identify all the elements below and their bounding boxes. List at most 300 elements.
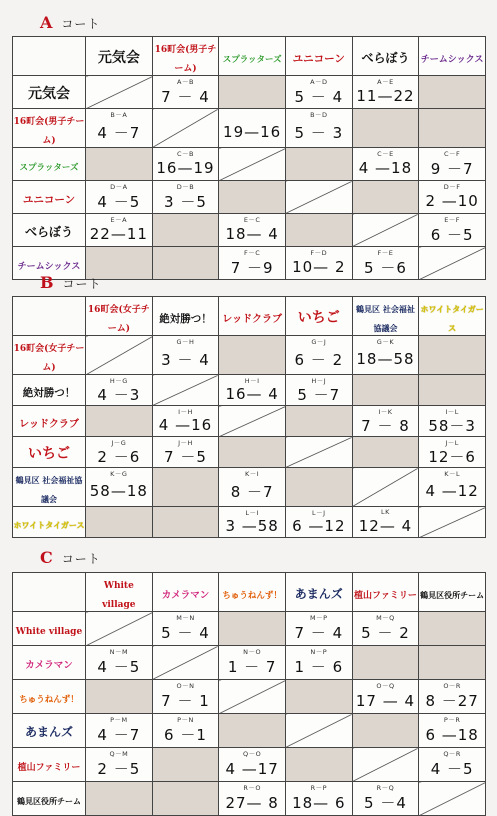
match-score: 12— 4 bbox=[358, 517, 413, 535]
empty-cell bbox=[219, 437, 286, 468]
score-cell bbox=[86, 109, 153, 148]
team-name: ホワイトタイガース bbox=[13, 520, 85, 530]
score-cell bbox=[86, 214, 153, 247]
empty-cell bbox=[86, 406, 153, 437]
team-name: ホワイトタイガース bbox=[420, 305, 484, 333]
score-cell bbox=[285, 336, 352, 375]
match-code: LK bbox=[381, 508, 390, 516]
score-cell bbox=[419, 680, 486, 714]
match-score: 3 —58 bbox=[225, 517, 279, 535]
match-score: 22—11 bbox=[89, 225, 148, 243]
match-code: R－P bbox=[310, 784, 328, 792]
match-code: N－M bbox=[109, 648, 129, 656]
row-header bbox=[13, 680, 86, 714]
empty-cell bbox=[86, 680, 153, 714]
team-name: ちゅうねんず！ bbox=[19, 695, 79, 705]
self-match-cell bbox=[219, 148, 286, 181]
match-score: 7 － 1 bbox=[161, 692, 210, 710]
score-cell bbox=[86, 181, 153, 214]
team-name: 植山ファミリー bbox=[17, 763, 81, 773]
team-name: 鶴見区役所チーム bbox=[420, 589, 485, 600]
match-score: 2 －5 bbox=[97, 760, 141, 778]
match-score: 7 －5 bbox=[164, 447, 207, 466]
team-name: 16町会(女子チーム) bbox=[13, 344, 85, 373]
match-code: C－E bbox=[377, 150, 394, 158]
score-cell bbox=[419, 148, 486, 181]
match-code: A－E bbox=[377, 78, 394, 86]
match-score: 11—22 bbox=[356, 87, 415, 105]
score-cell bbox=[152, 148, 219, 181]
score-cell bbox=[352, 507, 419, 538]
match-score: 18— 6 bbox=[292, 793, 346, 812]
match-code: P－R bbox=[443, 716, 461, 724]
score-cell bbox=[152, 181, 219, 214]
empty-cell bbox=[86, 782, 153, 816]
team-name: チームシックス bbox=[17, 261, 81, 272]
match-score: 7 －9 bbox=[230, 258, 274, 277]
empty-cell bbox=[352, 646, 419, 680]
match-score: 5 － 2 bbox=[361, 624, 410, 642]
score-cell bbox=[352, 782, 419, 816]
match-score: 4 —18 bbox=[358, 159, 413, 177]
court-c-table bbox=[12, 572, 486, 816]
corner-cell bbox=[13, 297, 86, 336]
match-code: H－G bbox=[109, 377, 128, 385]
self-match-cell bbox=[285, 181, 352, 214]
match-code: A－D bbox=[310, 78, 328, 86]
self-match-cell bbox=[419, 782, 486, 816]
self-match-cell bbox=[86, 612, 153, 646]
court-a-table bbox=[12, 36, 486, 280]
match-score: 6 —18 bbox=[425, 725, 479, 744]
score-cell bbox=[419, 181, 486, 214]
match-code: D－A bbox=[110, 183, 128, 191]
empty-cell bbox=[152, 782, 219, 816]
team-name: 元気会 bbox=[28, 85, 70, 102]
row-header bbox=[13, 612, 86, 646]
match-code: I－H bbox=[178, 408, 193, 416]
team-name: カメラマン bbox=[25, 660, 73, 671]
team-name: ちゅうねんず！ bbox=[222, 590, 282, 601]
empty-cell bbox=[352, 375, 419, 406]
row-header bbox=[13, 375, 86, 406]
match-score: 6 －5 bbox=[430, 225, 474, 244]
match-code: M－Q bbox=[376, 614, 395, 622]
empty-cell bbox=[219, 336, 286, 375]
match-score: 5 － 4 bbox=[294, 87, 344, 106]
score-cell bbox=[352, 612, 419, 646]
match-score: 7 － 8 bbox=[361, 416, 410, 435]
match-score: 2 －6 bbox=[97, 447, 141, 466]
empty-cell bbox=[219, 714, 286, 748]
match-score: 9 －7 bbox=[430, 159, 474, 178]
team-name: カメラマン bbox=[161, 589, 210, 601]
row-header bbox=[13, 748, 86, 782]
match-code: M－N bbox=[176, 614, 195, 622]
match-code: L－I bbox=[245, 509, 259, 517]
match-code: G－H bbox=[176, 338, 195, 346]
match-code: I－K bbox=[378, 408, 393, 416]
self-match-cell bbox=[285, 437, 352, 468]
col-header bbox=[219, 297, 286, 336]
score-cell bbox=[219, 468, 286, 507]
score-cell bbox=[219, 214, 286, 247]
score-cell bbox=[352, 76, 419, 109]
col-header bbox=[219, 37, 286, 76]
score-cell bbox=[419, 748, 486, 782]
row-header bbox=[13, 76, 86, 109]
score-cell bbox=[219, 646, 286, 680]
self-match-cell bbox=[352, 748, 419, 782]
score-cell bbox=[152, 437, 219, 468]
team-name: べらぼう bbox=[361, 50, 410, 65]
match-score: 7 － 4 bbox=[161, 87, 210, 106]
team-name: あまんズ bbox=[24, 725, 73, 739]
match-code: O－R bbox=[443, 682, 461, 690]
match-score: 6 － 2 bbox=[294, 350, 344, 369]
score-cell bbox=[419, 468, 486, 507]
empty-cell bbox=[152, 507, 219, 538]
team-name: レッドクラブ bbox=[222, 313, 282, 325]
team-name: 植山ファミリー bbox=[354, 590, 417, 601]
team-name: べらぼう bbox=[24, 224, 73, 239]
score-cell bbox=[285, 109, 352, 148]
court-c-word: コート bbox=[61, 552, 101, 566]
match-score: 1 － 6 bbox=[294, 658, 344, 676]
score-cell bbox=[352, 680, 419, 714]
col-header bbox=[419, 573, 486, 612]
team-name: チームシックス bbox=[420, 54, 484, 65]
match-score: 10— 2 bbox=[292, 258, 346, 276]
row-header bbox=[13, 181, 86, 214]
self-match-cell bbox=[219, 680, 286, 714]
empty-cell bbox=[352, 109, 419, 148]
match-code: H－I bbox=[244, 377, 260, 385]
match-code: K－G bbox=[110, 470, 128, 478]
match-score: 16—19 bbox=[156, 159, 215, 177]
team-name: 鶴見区 社会福祉協議会 bbox=[15, 476, 83, 504]
score-cell bbox=[86, 714, 153, 748]
team-name: 16町会(男子チーム) bbox=[13, 117, 85, 146]
match-score: 2 —10 bbox=[425, 192, 479, 210]
match-code: Q－O bbox=[243, 750, 262, 758]
score-cell bbox=[152, 406, 219, 437]
score-cell bbox=[285, 247, 352, 280]
match-score: 18—58 bbox=[356, 350, 415, 368]
match-score: 4 －5 bbox=[97, 658, 141, 676]
match-code: E－C bbox=[243, 216, 261, 224]
empty-cell bbox=[352, 437, 419, 468]
score-cell bbox=[419, 437, 486, 468]
match-score: 3 －5 bbox=[164, 192, 207, 211]
self-match-cell bbox=[352, 468, 419, 507]
match-code: C－F bbox=[444, 150, 461, 158]
match-score: 5 －4 bbox=[364, 794, 407, 812]
match-score: 5 － 4 bbox=[161, 624, 210, 642]
match-score: 4 —16 bbox=[158, 416, 213, 434]
match-score: 4 －5 bbox=[97, 192, 141, 211]
match-code: N－P bbox=[310, 648, 328, 656]
self-match-cell bbox=[352, 214, 419, 247]
score-cell bbox=[86, 437, 153, 468]
score-cell bbox=[86, 468, 153, 507]
match-score: 18— 4 bbox=[225, 225, 279, 243]
court-b-letter: B bbox=[40, 273, 55, 292]
score-cell bbox=[86, 646, 153, 680]
match-code: L－J bbox=[312, 509, 326, 517]
match-code: J－G bbox=[111, 439, 127, 447]
score-cell bbox=[352, 406, 419, 437]
match-score: 4 －5 bbox=[430, 760, 474, 778]
match-code: F－C bbox=[244, 249, 261, 257]
empty-cell bbox=[219, 612, 286, 646]
match-score: 16— 4 bbox=[225, 385, 279, 403]
score-cell bbox=[86, 375, 153, 406]
match-code: D－B bbox=[176, 183, 195, 191]
corner-cell bbox=[13, 37, 86, 76]
self-match-cell bbox=[86, 336, 153, 375]
score-cell bbox=[419, 214, 486, 247]
match-code: J－L bbox=[445, 439, 459, 447]
match-code: J－H bbox=[178, 439, 193, 447]
match-score: 4 —17 bbox=[225, 759, 279, 778]
row-header bbox=[13, 714, 86, 748]
team-name: 元気会 bbox=[97, 49, 140, 66]
empty-cell bbox=[285, 406, 352, 437]
empty-cell bbox=[152, 247, 219, 280]
match-code: A－B bbox=[177, 78, 194, 86]
team-name: レッドクラブ bbox=[19, 418, 79, 430]
match-score: 58－3 bbox=[428, 416, 476, 435]
col-header bbox=[86, 573, 153, 612]
court-c-title bbox=[40, 548, 101, 568]
team-name: あまんズ bbox=[294, 586, 343, 601]
team-name: スプラッターズ bbox=[222, 54, 282, 65]
row-header bbox=[13, 646, 86, 680]
team-name: 16町会(女子チーム) bbox=[87, 305, 150, 334]
match-score: 4 —12 bbox=[425, 482, 479, 500]
match-code: M－P bbox=[310, 614, 328, 622]
match-code: F－D bbox=[310, 249, 328, 257]
match-score: 4 －7 bbox=[97, 726, 141, 744]
team-name: 絶対勝つ！ bbox=[159, 312, 212, 325]
match-score: 8 －27 bbox=[425, 692, 479, 710]
empty-cell bbox=[419, 109, 486, 148]
score-cell bbox=[219, 247, 286, 280]
match-score: 5 －7 bbox=[297, 385, 341, 404]
match-code: B－A bbox=[110, 111, 128, 119]
match-score: 7 － 4 bbox=[294, 624, 344, 642]
score-cell bbox=[352, 148, 419, 181]
score-cell bbox=[285, 76, 352, 109]
row-header bbox=[13, 782, 86, 816]
empty-cell bbox=[219, 76, 286, 109]
court-b-table bbox=[12, 296, 486, 538]
match-score: 4 －7 bbox=[97, 123, 141, 142]
self-match-cell bbox=[152, 646, 219, 680]
match-score: 19—16 bbox=[223, 123, 282, 141]
empty-cell bbox=[419, 646, 486, 680]
col-header bbox=[86, 37, 153, 76]
empty-cell bbox=[152, 748, 219, 782]
match-score: 4 －3 bbox=[97, 385, 141, 404]
match-code: N－O bbox=[243, 648, 262, 656]
self-match-cell bbox=[152, 109, 219, 148]
empty-cell bbox=[419, 336, 486, 375]
score-cell bbox=[219, 109, 286, 148]
self-match-cell bbox=[86, 76, 153, 109]
col-header bbox=[152, 573, 219, 612]
court-a-letter: A bbox=[40, 13, 54, 32]
team-name: White village bbox=[102, 581, 136, 610]
team-name: スプラッターズ bbox=[19, 162, 79, 173]
self-match-cell bbox=[219, 406, 286, 437]
team-name: 16町会(男子チーム) bbox=[154, 45, 217, 74]
col-header bbox=[419, 297, 486, 336]
match-code: R－O bbox=[243, 784, 261, 792]
score-cell bbox=[419, 714, 486, 748]
court-b-word: コート bbox=[62, 277, 102, 291]
empty-cell bbox=[219, 181, 286, 214]
match-code: Q－M bbox=[109, 750, 129, 758]
match-code: P－M bbox=[110, 716, 128, 724]
row-header bbox=[13, 109, 86, 148]
empty-cell bbox=[419, 612, 486, 646]
empty-cell bbox=[152, 214, 219, 247]
match-code: B－D bbox=[310, 111, 328, 119]
row-header bbox=[13, 437, 86, 468]
empty-cell bbox=[419, 375, 486, 406]
col-header bbox=[285, 573, 352, 612]
col-header bbox=[86, 297, 153, 336]
empty-cell bbox=[285, 214, 352, 247]
empty-cell bbox=[285, 680, 352, 714]
score-cell bbox=[152, 714, 219, 748]
match-score: 27— 8 bbox=[225, 793, 279, 812]
score-cell bbox=[285, 782, 352, 816]
team-name: 鶴見区役所チーム bbox=[17, 796, 81, 806]
match-score: 8 －7 bbox=[230, 482, 274, 501]
self-match-cell bbox=[419, 507, 486, 538]
match-score: 5 －6 bbox=[364, 258, 407, 277]
team-name: ユニコーン bbox=[22, 193, 76, 206]
score-cell bbox=[219, 507, 286, 538]
row-header bbox=[13, 336, 86, 375]
score-cell bbox=[152, 612, 219, 646]
self-match-cell bbox=[419, 247, 486, 280]
team-name: White village bbox=[15, 627, 83, 637]
match-score: 1 － 7 bbox=[227, 658, 277, 676]
match-code: C－B bbox=[176, 150, 194, 158]
corner-cell bbox=[13, 573, 86, 612]
match-score: 6 －1 bbox=[164, 726, 207, 744]
match-code: E－F bbox=[444, 216, 461, 224]
court-a-word: コート bbox=[61, 17, 101, 31]
col-header bbox=[352, 37, 419, 76]
col-header bbox=[352, 297, 419, 336]
match-score: 12－6 bbox=[428, 447, 476, 466]
col-header bbox=[152, 297, 219, 336]
match-code: E－A bbox=[110, 216, 128, 224]
score-cell bbox=[285, 375, 352, 406]
self-match-cell bbox=[152, 375, 219, 406]
empty-cell bbox=[152, 468, 219, 507]
score-cell bbox=[352, 247, 419, 280]
match-code: R－Q bbox=[376, 784, 395, 792]
empty-cell bbox=[285, 468, 352, 507]
match-code: H－J bbox=[311, 377, 327, 385]
empty-cell bbox=[285, 748, 352, 782]
court-a-title bbox=[40, 13, 100, 33]
col-header bbox=[352, 573, 419, 612]
court-b-title bbox=[40, 273, 102, 293]
score-cell bbox=[152, 76, 219, 109]
team-name: いちご bbox=[28, 445, 70, 462]
match-score: 17 — 4 bbox=[355, 691, 416, 710]
row-header bbox=[13, 468, 86, 507]
match-score: 5 － 3 bbox=[294, 123, 344, 142]
match-code: I－L bbox=[445, 408, 459, 416]
row-header bbox=[13, 507, 86, 538]
score-cell bbox=[219, 375, 286, 406]
empty-cell bbox=[352, 181, 419, 214]
match-score: 3 － 4 bbox=[161, 350, 210, 369]
empty-cell bbox=[352, 714, 419, 748]
match-code: F－E bbox=[377, 249, 394, 257]
score-cell bbox=[285, 612, 352, 646]
col-header bbox=[285, 37, 352, 76]
match-score: 6 —12 bbox=[292, 517, 346, 535]
team-name: いちご bbox=[297, 309, 340, 326]
score-cell bbox=[419, 406, 486, 437]
match-code: P－N bbox=[177, 716, 194, 724]
score-cell bbox=[152, 336, 219, 375]
match-code: K－L bbox=[444, 470, 461, 478]
self-match-cell bbox=[285, 714, 352, 748]
match-score: 58—18 bbox=[89, 482, 148, 500]
empty-cell bbox=[285, 148, 352, 181]
score-cell bbox=[86, 748, 153, 782]
row-header bbox=[13, 148, 86, 181]
empty-cell bbox=[86, 148, 153, 181]
team-name: 鶴見区 社会福祉協議会 bbox=[356, 305, 415, 333]
col-header bbox=[419, 37, 486, 76]
match-code: G－J bbox=[311, 338, 327, 346]
match-code: O－N bbox=[176, 682, 195, 690]
match-code: O－Q bbox=[376, 682, 395, 690]
score-cell bbox=[285, 507, 352, 538]
team-name: ユニコーン bbox=[292, 52, 345, 65]
col-header bbox=[152, 37, 219, 76]
empty-cell bbox=[86, 507, 153, 538]
score-cell bbox=[219, 748, 286, 782]
row-header bbox=[13, 406, 86, 437]
court-c-letter: C bbox=[40, 548, 54, 567]
score-cell bbox=[285, 646, 352, 680]
empty-cell bbox=[419, 76, 486, 109]
match-code: K－I bbox=[245, 470, 260, 478]
col-header bbox=[285, 297, 352, 336]
score-cell bbox=[219, 782, 286, 816]
score-cell bbox=[152, 680, 219, 714]
score-cell bbox=[352, 336, 419, 375]
row-header bbox=[13, 214, 86, 247]
match-code: G－K bbox=[376, 338, 395, 346]
team-name: 絶対勝つ！ bbox=[22, 386, 76, 399]
col-header bbox=[219, 573, 286, 612]
match-code: D－F bbox=[443, 183, 461, 191]
match-code: Q－R bbox=[443, 750, 461, 758]
